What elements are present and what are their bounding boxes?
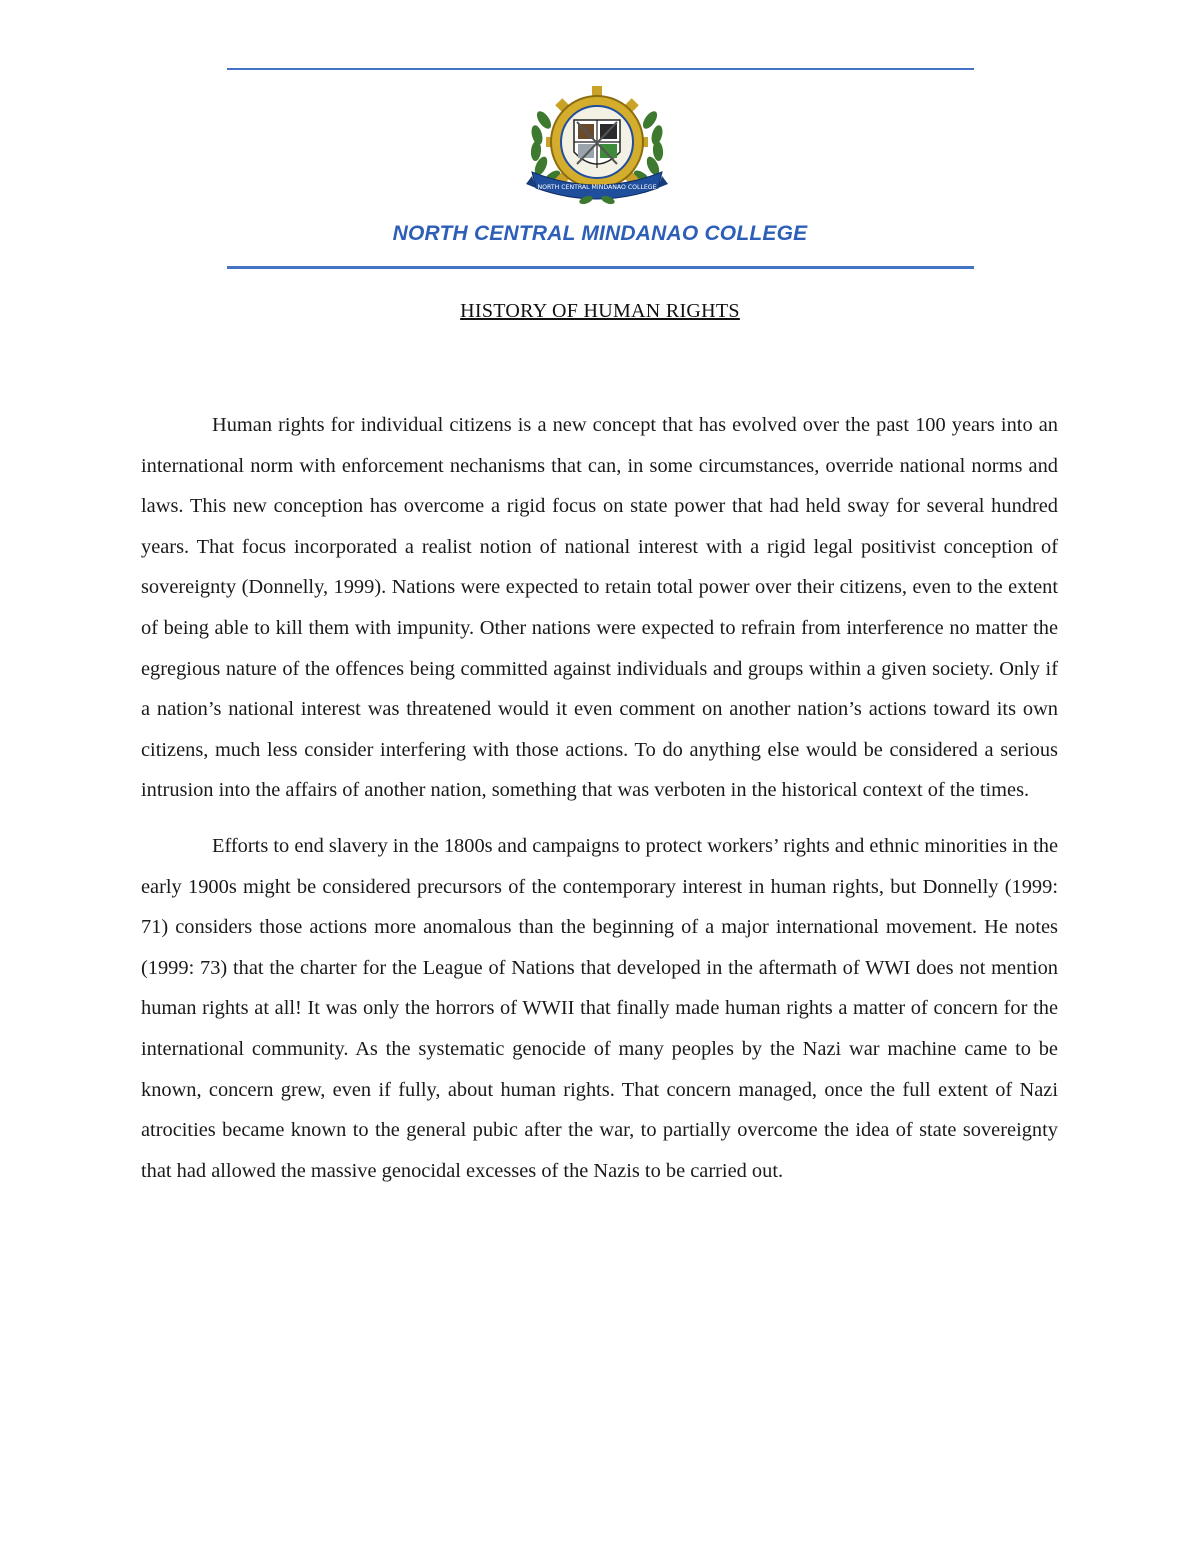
- document-title: HISTORY OF HUMAN RIGHTS: [460, 300, 740, 322]
- paragraph-2: Efforts to end slavery in the 1800s and campaigns to protect workers’ rights and ethnic minorities in the early 1900s might be considered precursors of the contemporary interest in human rights, but Donnelly (1999: 71) considers those actions more anomalous than the beginning of a major international movement. He notes (1999: 73) that the charter for the League of Nations that developed in the aftermath of WWI does not mention human rights at all! It was only the horrors of WWII that finally made human rights a matter of concern for the international community. As the systematic genocide of many peoples by the Nazi war machine came to be known, concern grew, even if fully, about human rights. That concern managed, once the full extent of Nazi atrocities became known to the general pubic after the war, to partially overcome the idea of state sovereignty that had allowed the massive genocidal excesses of the Nazis to be carried out.: [141, 834, 1058, 1182]
- paragraph-1: Human rights for individual citizens is a new concept that has evolved over the past 100 years into an international norm with enforcement nechanisms that can, in some circumstances, override national norms and laws. This new conception has overcome a rigid focus on state power that had held sway for several hundred years. That focus incorporated a realist notion of national interest with a rigid legal positivist conception of sovereignty (Donnelly, 1999). Nations were expected to retain total power over their citizens, even to the extent of being able to kill them with impunity. Other nations were expected to refrain from interference no matter the egregious nature of the offences being committed against individuals and groups within a given society. Only if a nation’s national interest was threatened would it even comment on another nation’s actions toward its own citizens, much less consider interfering with those actions. To do anything else would be considered a serious intrusion into the affairs of another nation, something that was verboten in the historical context of the times.: [141, 414, 1058, 802]
- header-bottom-rule: [227, 266, 974, 269]
- college-name: NORTH CENTRAL MINDANAO COLLEGE: [392, 222, 808, 245]
- college-seal-icon: [522, 80, 672, 208]
- document-body: [141, 405, 1058, 1191]
- seal-ribbon-text: NORTH CENTRAL MINDANAO COLLEGE: [537, 184, 657, 191]
- header-top-rule: [227, 68, 974, 70]
